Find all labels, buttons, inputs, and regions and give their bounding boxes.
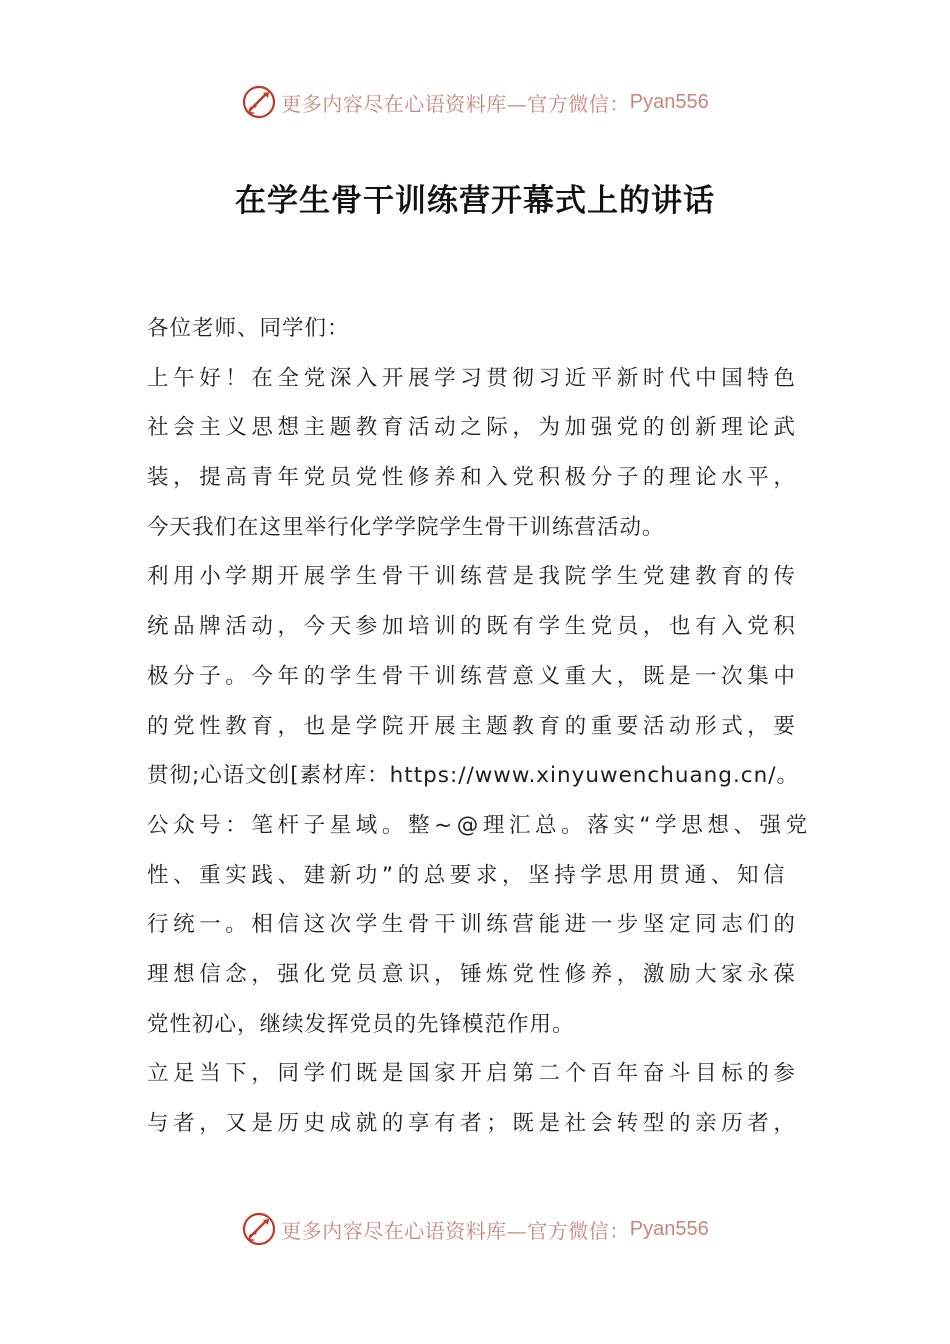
watermark-wechat-id: Pyan556 xyxy=(629,90,709,113)
watermark-wechat-id: Pyan556 xyxy=(629,1217,709,1240)
paragraph-line: 贯彻;心语文创[素材库：https://www.xinyuwenchuang.cn/。 xyxy=(147,763,799,789)
quill-pen-logo-icon xyxy=(241,1211,277,1247)
paragraph-line: 极分子。今年的学生骨干训练营意义重大，既是一次集中 xyxy=(147,663,800,689)
paragraph-line: 今天我们在这里举行化学学院学生骨干训练营活动。 xyxy=(147,514,665,540)
paragraph-line: 理想信念，强化党员意识，锤炼党性修养，激励大家永葆 xyxy=(147,961,800,987)
paragraph-line: 利用小学期开展学生骨干训练营是我院学生党建教育的传 xyxy=(147,564,800,590)
watermark-text: 更多内容尽在心语资料库—官方微信： xyxy=(281,1218,630,1243)
header-watermark-banner xyxy=(0,82,950,122)
document-body xyxy=(147,304,812,1149)
footer-watermark-banner xyxy=(0,1209,950,1249)
paragraph-line: 行统一。相信这次学生骨干训练营能进一步坚定同志们的 xyxy=(147,912,800,938)
watermark-text: 更多内容尽在心语资料库—官方微信： xyxy=(281,91,630,116)
quill-pen-logo-icon xyxy=(241,84,277,120)
paragraph-line: 上午好！在全党深入开展学习贯彻习近平新时代中国特色 xyxy=(147,365,800,391)
paragraph-line: 与者，又是历史成就的享有者；既是社会转型的亲历者， xyxy=(147,1111,800,1136)
paragraph-line: 社会主义思想主题教育活动之际，为加强党的创新理论武 xyxy=(147,415,800,441)
document-title: 在学生骨干训练营开幕式上的讲话 xyxy=(235,183,715,219)
paragraph-line: 的党性教育，也是学院开展主题教育的重要活动形式，要 xyxy=(147,713,800,739)
paragraph-line: 性、重实践、建新功”的总要求，坚持学思用贯通、知信 xyxy=(147,862,790,888)
paragraph-line: 装，提高青年党员党性修养和入党积极分子的理论水平， xyxy=(147,465,800,491)
paragraph-line: 立足当下，同学们既是国家开启第二个百年奋斗目标的参 xyxy=(147,1061,800,1087)
salutation-line: 各位老师、同学们： xyxy=(147,316,350,341)
paragraph-line: 党性初心，继续发挥党员的先锋模范作用。 xyxy=(147,1011,575,1037)
paragraph-line: 公众号：笔杆子星域。整~@理汇总。落实“学思想、强党 xyxy=(147,812,812,838)
paragraph-line: 统品牌活动，今天参加培训的既有学生党员，也有入党积 xyxy=(147,614,800,640)
